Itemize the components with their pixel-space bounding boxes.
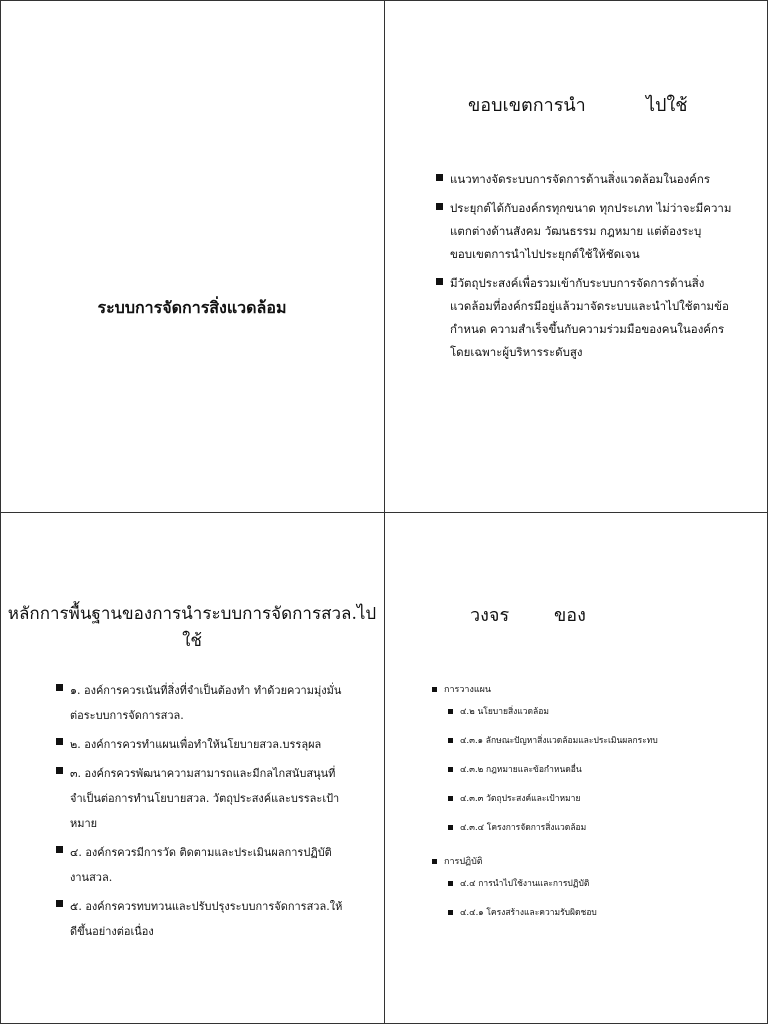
slide-3-title: หลักการพื้นฐานของการนำระบบการจัดการสวล.ไปใช้ (7, 604, 377, 651)
outline-item: ๔.๓.๓ วัตถุประสงค์และเป้าหมาย (432, 793, 752, 805)
slide-4-outline (432, 684, 752, 936)
list-item: ๒. องค์การควรทำแผนเพื่อทำให้นโยบายสวล.บรรลุผล (56, 732, 346, 757)
list-item: ๑. องค์การควรเน้นที่สิ่งที่จำเป็นต้องทำ ทำด้วยความมุ่งมั่นต่อระบบการจัดการสวล. (56, 678, 346, 728)
outline-item: ๔.๔.๑ โครงสร้างและความรับผิดชอบ (432, 907, 752, 919)
list-item: ๔. องค์กรควรมีการวัด ติดตามและประเมินผลการปฏิบัติงานสวล. (56, 840, 346, 890)
slide-2-title-right: ไปใช้ (646, 95, 688, 116)
slide-4-title-b: ของ (554, 605, 586, 626)
list-item: มีวัตถุประสงค์เพื่อรวมเข้ากับระบบการจัดการด้านสิ่งแวดล้อมที่องค์กรมีอยู่แล้วมาจัดระบบและนำไปใช้ตามข้อกำหนด ความสำเร็จขึ้นกับความร่วมมือของคนในองค์กร โดยเฉพาะผู้บริหารระดับสูง (436, 272, 736, 364)
outline-item: ๔.๓.๑ ลักษณะปัญหาสิ่งแวดล้อมและประเมินผลกระทบ (432, 735, 752, 747)
slide-1 (0, 0, 384, 512)
slide-2-bullet-list (436, 168, 736, 370)
slide-3-bullet-list (56, 678, 346, 948)
outline-item: ๔.๒ นโยบายสิ่งแวดล้อม (432, 706, 752, 718)
outline-item: ๔.๓.๒ กฎหมายและข้อกำหนดอื่น (432, 764, 752, 776)
slide-2 (384, 0, 768, 512)
list-item: ประยุกต์ได้กับองค์กรทุกขนาด ทุกประเภท ไม่ว่าจะมีความแตกต่างด้านสังคม วัฒนธรรม กฎหมาย แต่ต้องระบุขอบเขตการนำไปประยุกต์ใช้ให้ชัดเจน (436, 197, 736, 266)
outline-item: ๔.๓.๔ โครงการจัดการสิ่งแวดล้อม (432, 822, 752, 834)
outline-section-implementation: การปฏิบัติ (432, 856, 752, 868)
slide-4 (384, 512, 768, 1024)
list-item: ๓. องค์กรควรพัฒนาความสามารถและมีกลไกสนับสนุนที่จำเป็นต่อการทำนโยบายสวล. วัตถุประสงค์และบรรละเป้าหมาย (56, 761, 346, 836)
outline-section-planning: การวางแผน (432, 684, 752, 696)
list-item: แนวทางจัดระบบการจัดการด้านสิ่งแวดล้อมในองค์กร (436, 168, 736, 191)
slide-2-title: ขอบเขตการนำ (468, 95, 586, 116)
list-item: ๕. องค์กรควรทบทวนและปรับปรุงระบบการจัดการสวล.ให้ดีขึ้นอย่างต่อเนื่อง (56, 894, 346, 944)
outline-item: ๔.๔ การนำไปใช้งานและการปฏิบัติ (432, 878, 752, 890)
slide-1-title: ระบบการจัดการสิ่งแวดล้อม (97, 298, 287, 317)
slide-3 (0, 512, 384, 1024)
slide-4-title-a: วงจร (470, 605, 510, 626)
